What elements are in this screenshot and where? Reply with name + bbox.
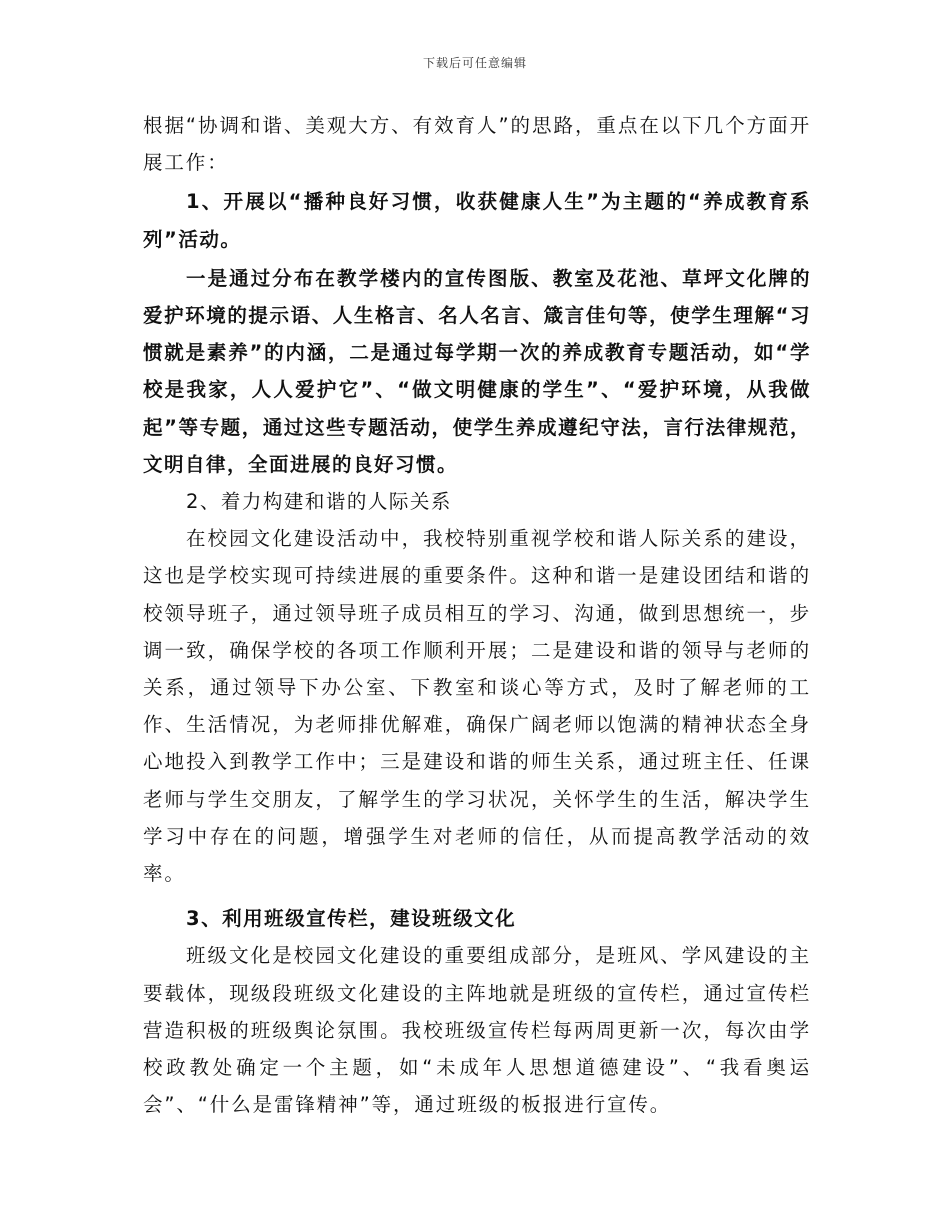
section-2-paragraph: 在校园文化建设活动中，我校特别重视学校和谐人际关系的建设，这也是学校实现可持续进展的重要条件。这种和谐一是建设团结和谐的校领导班子，通过领导班子成员相互的学习、沟通，做到思想统一，步调一致，确保学校的各项工作顺利开展；二是建设和谐的领导与老师的关系，通过领导下办公室、下教室和谈心等方式，及时了解老师的工作、生活情况，为老师排优解难，确保广阔老师以饱满的精神状态全身心地投入到教学工作中；三是建设和谐的师生关系，通过班主任、任课老师与学生交朋友，了解学生的学习状况，关怀学生的生活，解决学生学习中存在的问题，增强学生对老师的信任，从而提高教学活动的效率。	[143, 527, 811, 886]
section-1-paragraph: 一是通过分布在教学楼内的宣传图版、教室及花池、草坪文化牌的爱护环境的提示语、人生格言、名人名言、箴言佳句等，使学生理解“习惯就是素养”的内涵，二是通过每学期一次的养成教育专题活动，如“学校是我家，人人爱护它”、“做文明健康的学生”、“爱护环境，从我做起”等专题，通过这些专题活动，使学生养成遵纪守法，言行法律规范，文明自律，全面进展的良好习惯。	[143, 266, 811, 476]
document-body	[143, 107, 811, 1123]
intro-paragraph: 根据“协调和谐、美观大方、有效育人”的思路，重点在以下几个方面开展工作：	[143, 114, 811, 175]
section-2-heading: 2、着力构建和谐的人际关系	[186, 490, 452, 514]
section-3-paragraph: 班级文化是校园文化建设的重要组成部分，是班风、学风建设的主要载体，现级段班级文化建设的主阵地就是班级的宣传栏，通过宣传栏营造积极的班级舆论氛围。我校班级宣传栏每两周更新一次，每次由学校政教处确定一个主题，如“未成年人思想道德建设”、“我看奥运会”、“什么是雷锋精神”等，通过班级的板报进行宣传。	[143, 944, 811, 1117]
page-header: 下载后可任意编辑	[422, 56, 527, 70]
section-1-heading: 1、开展以“播种良好习惯，收获健康人生”为主题的“养成教育系列”活动。	[143, 190, 811, 251]
section-3-heading: 3、利用班级宣传栏，建设班级文化	[186, 907, 517, 931]
